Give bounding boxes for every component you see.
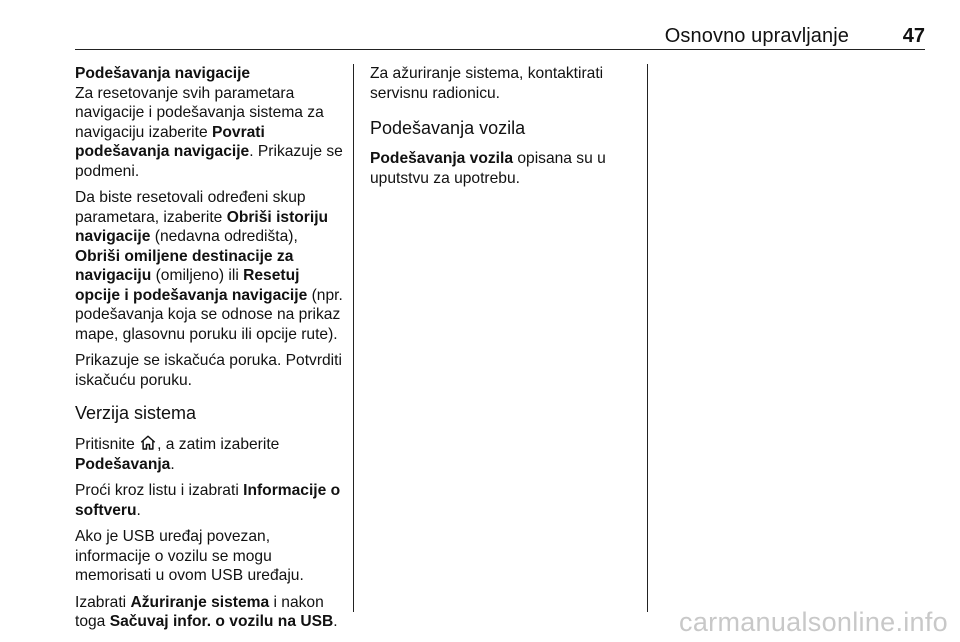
menu-term: Povrati podešavanja navigacije — [75, 123, 265, 160]
column-middle — [370, 64, 642, 195]
text: Izabrati — [75, 593, 131, 611]
menu-term: Informacije o softveru — [75, 482, 341, 519]
watermark: carmanualsonline.info — [679, 607, 948, 637]
text: . — [170, 455, 175, 473]
page-number: 47 — [902, 25, 925, 47]
paragraph — [75, 434, 347, 474]
paragraph — [75, 481, 347, 520]
menu-term: Resetuj opcije i podešavanja navigacije — [75, 267, 308, 304]
text: . — [136, 501, 141, 519]
text: . — [333, 613, 338, 630]
text: Proći kroz listu i izabrati — [75, 482, 244, 499]
section-heading-system-version: Verzija sistema — [75, 403, 197, 423]
menu-term: Sačuvaj infor. o vozilu na USB — [109, 613, 334, 630]
text: opisana su u uputstvu za upotrebu. — [370, 150, 606, 187]
paragraph: Za ažuriranje sistema, kontaktirati servisnu radionicu. — [370, 65, 604, 102]
subheading-navigation-settings: Podešavanja navigacije — [75, 65, 251, 82]
menu-term: Ažuriranje sistema — [130, 593, 270, 611]
text: (npr. podešavanja koja se odnose na prikaz mape, glasovnu poruku ili opcije rute). — [75, 286, 343, 343]
paragraph — [75, 593, 347, 632]
text: (omiljeno) ili — [151, 267, 244, 284]
text: . Prikazuje se podmeni. — [75, 143, 343, 180]
page-header — [75, 25, 925, 50]
column-left — [75, 64, 347, 639]
paragraph — [370, 149, 642, 188]
text: , a zatim izaberite — [157, 436, 280, 453]
text: Za resetovanje svih parametara navigacije i podešavanja sistema za navigaciju izaberite — [75, 84, 324, 141]
menu-term: Podešavanja vozila — [370, 150, 514, 167]
text: (nedavna odredišta), — [150, 228, 298, 245]
column-divider — [647, 64, 648, 612]
menu-term: Obriši omiljene destinacije za navigaciju — [75, 247, 294, 284]
paragraph — [75, 84, 347, 182]
paragraph — [75, 188, 347, 344]
text: i nakon toga — [75, 593, 324, 630]
text: Da biste resetovali određeni skup parametara, izaberite — [75, 189, 306, 226]
menu-term: Podešavanja — [75, 455, 171, 473]
paragraph: Ako je USB uređaj povezan, informacije o vozilu se mogu memorisati u ovom USB uređaju. — [75, 528, 304, 584]
menu-term: Obriši istoriju navigacije — [75, 208, 329, 245]
column-divider — [353, 64, 354, 612]
page-title: Osnovno upravljanje — [664, 25, 849, 47]
home-icon — [139, 434, 157, 452]
text: Pritisnite — [75, 436, 140, 453]
section-heading-vehicle-settings: Podešavanja vozila — [370, 118, 526, 138]
paragraph: Prikazuje se iskačuća poruka. Potvrditi iskačuću poruku. — [75, 352, 342, 389]
